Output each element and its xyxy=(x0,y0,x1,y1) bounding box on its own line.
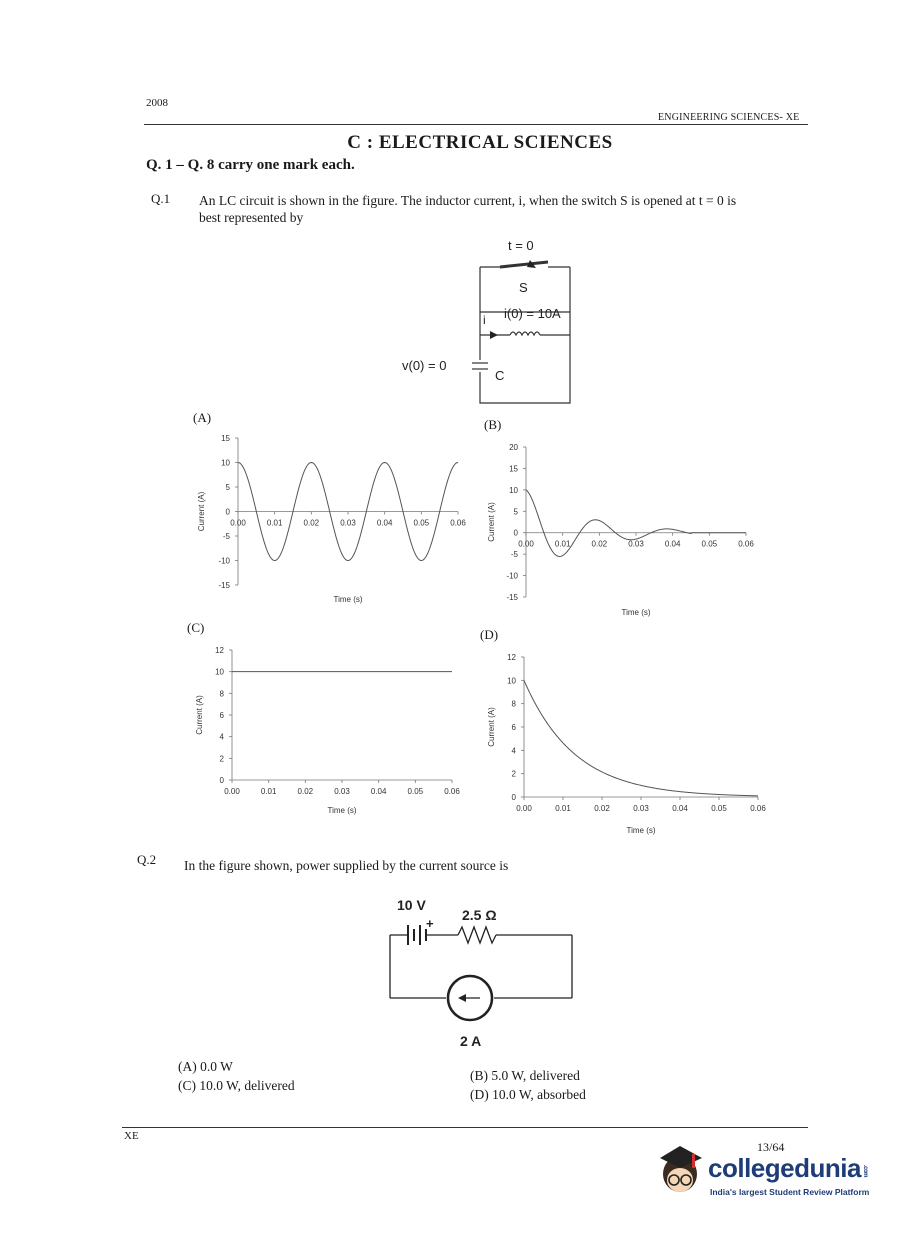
switch-time-label: t = 0 xyxy=(508,238,534,253)
x-tick-label: 0.02 xyxy=(297,787,314,796)
q2-plus-label: + xyxy=(426,916,434,931)
y-tick-label: 2 xyxy=(511,769,516,779)
x-tick-label: 0.05 xyxy=(413,518,430,528)
x-tick-label: 0.00 xyxy=(224,787,240,796)
y-tick-label: 0 xyxy=(511,793,516,802)
y-tick-label: 0 xyxy=(219,776,224,785)
x-tick-label: 0.03 xyxy=(340,518,356,528)
x-tick-label: 0.04 xyxy=(664,539,681,549)
x-tick-label: 0.02 xyxy=(594,804,610,813)
lc-circuit-diagram xyxy=(380,230,600,410)
y-tick-label: 6 xyxy=(511,723,516,732)
x-axis-label: Time (s) xyxy=(621,608,651,617)
q2-text: In the figure shown, power supplied by the current source is xyxy=(184,858,509,873)
graph-c xyxy=(190,640,480,825)
collegedunia-logo xyxy=(708,1153,868,1184)
x-tick-label: 0.04 xyxy=(672,804,688,813)
y-tick-label: 5 xyxy=(513,507,518,517)
q1-number: Q.1 xyxy=(151,191,171,206)
y-tick-label: 20 xyxy=(509,443,518,452)
x-tick-label: 0.01 xyxy=(555,804,571,813)
y-tick-label: 10 xyxy=(507,676,516,686)
capacitor-initial-label: v(0) = 0 xyxy=(402,358,447,373)
y-tick-label: 8 xyxy=(219,689,224,699)
header-rule xyxy=(144,124,808,125)
q2-number: Q.2 xyxy=(137,852,157,867)
x-tick-label: 0.06 xyxy=(450,518,466,528)
x-tick-label: 0.00 xyxy=(516,804,532,813)
x-tick-label: 0.00 xyxy=(230,518,246,528)
x-tick-label: 0.06 xyxy=(444,787,460,796)
y-tick-label: 0 xyxy=(513,528,518,538)
x-tick-label: 0.03 xyxy=(633,804,649,813)
y-tick-label: 15 xyxy=(221,434,230,443)
y-tick-label: 6 xyxy=(219,711,224,720)
q2-option-a: (A) 0.0 W xyxy=(178,1059,233,1074)
collegedunia-mascot-icon xyxy=(652,1140,708,1202)
y-tick-label: 4 xyxy=(219,732,224,742)
graph-b-label: (B) xyxy=(484,417,502,432)
y-tick-label: -10 xyxy=(218,556,230,566)
y-tick-label: -15 xyxy=(506,593,518,602)
logo-tagline: India's largest Student Review Platform xyxy=(710,1187,870,1197)
y-tick-label: 10 xyxy=(509,485,518,495)
y-tick-label: 15 xyxy=(509,464,518,474)
q1-text-line1: An LC circuit is shown in the figure. The inductor current, i, when the switch S is opened at t = 0 is xyxy=(199,193,737,208)
y-tick-label: 10 xyxy=(215,667,224,677)
footer-rule xyxy=(122,1127,808,1128)
x-tick-label: 0.00 xyxy=(518,539,534,549)
x-tick-label: 0.06 xyxy=(738,539,754,549)
footer-code: XE xyxy=(124,1130,139,1142)
capacitor-label: C xyxy=(495,368,505,383)
x-tick-label: 0.03 xyxy=(334,787,350,796)
current-label: i xyxy=(483,313,486,327)
graph-d-label: (D) xyxy=(480,627,499,642)
y-tick-label: 0 xyxy=(225,507,230,517)
header-paper: ENGINEERING SCIENCES- XE xyxy=(658,112,800,123)
x-axis-label: Time (s) xyxy=(327,806,357,815)
q2-circuit-diagram xyxy=(380,890,590,1055)
x-tick-label: 0.04 xyxy=(370,787,387,796)
series-line-(D) xyxy=(524,680,758,796)
x-tick-label: 0.03 xyxy=(628,539,644,549)
page-number: 13/64 xyxy=(757,1140,785,1154)
graph-c-label: (C) xyxy=(187,620,205,635)
x-tick-label: 0.06 xyxy=(750,804,766,813)
x-tick-label: 0.01 xyxy=(554,539,571,549)
question-range: Q. 1 – Q. 8 carry one mark each. xyxy=(146,157,355,173)
x-tick-label: 0.01 xyxy=(260,787,277,796)
q2-option-b: (B) 5.0 W, delivered xyxy=(470,1068,580,1083)
header-year: 2008 xyxy=(146,97,168,109)
y-axis-label: Current (A) xyxy=(195,695,204,735)
y-tick-label: 8 xyxy=(511,699,516,709)
x-tick-label: 0.02 xyxy=(303,518,320,528)
logo-name: collegedunia xyxy=(708,1153,861,1183)
q1-text-line2: best represented by xyxy=(199,210,304,225)
y-tick-label: -5 xyxy=(510,550,518,560)
y-tick-label: -10 xyxy=(506,571,518,581)
section-title: C : ELECTRICAL SCIENCES xyxy=(347,132,613,153)
x-tick-label: 0.01 xyxy=(266,518,283,528)
graph-a-label: (A) xyxy=(193,410,212,425)
q2-option-d: (D) 10.0 W, absorbed xyxy=(470,1087,586,1102)
y-tick-label: -15 xyxy=(218,581,230,590)
y-axis-label: Current (A) xyxy=(487,707,496,747)
logo-suffix: .com xyxy=(861,1164,868,1177)
y-tick-label: 5 xyxy=(225,483,230,492)
x-axis-label: Time (s) xyxy=(333,595,363,604)
y-tick-label: 12 xyxy=(215,646,224,655)
y-tick-label: 12 xyxy=(507,653,516,662)
y-tick-label: 10 xyxy=(221,458,230,468)
y-tick-label: 2 xyxy=(219,754,224,764)
y-tick-label: 4 xyxy=(511,746,516,756)
x-tick-label: 0.05 xyxy=(407,787,424,796)
graph-d xyxy=(480,645,770,840)
inductor-initial-label: i(0) = 10A xyxy=(504,306,561,321)
x-tick-label: 0.02 xyxy=(591,539,608,549)
graph-b xyxy=(480,437,770,622)
q2-resistance-label: 2.5 Ω xyxy=(462,907,497,923)
y-axis-label: Current (A) xyxy=(487,502,496,542)
x-tick-label: 0.04 xyxy=(376,518,393,528)
switch-label: S xyxy=(519,280,528,295)
x-tick-label: 0.05 xyxy=(701,539,718,549)
x-axis-label: Time (s) xyxy=(626,826,656,835)
y-tick-label: -5 xyxy=(222,532,230,541)
graph-a xyxy=(190,430,480,615)
x-tick-label: 0.05 xyxy=(711,804,727,813)
q2-voltage-label: 10 V xyxy=(397,897,426,913)
y-axis-label: Current (A) xyxy=(197,491,206,532)
q2-option-c: (C) 10.0 W, delivered xyxy=(178,1078,295,1093)
q2-current-label: 2 A xyxy=(460,1033,482,1049)
